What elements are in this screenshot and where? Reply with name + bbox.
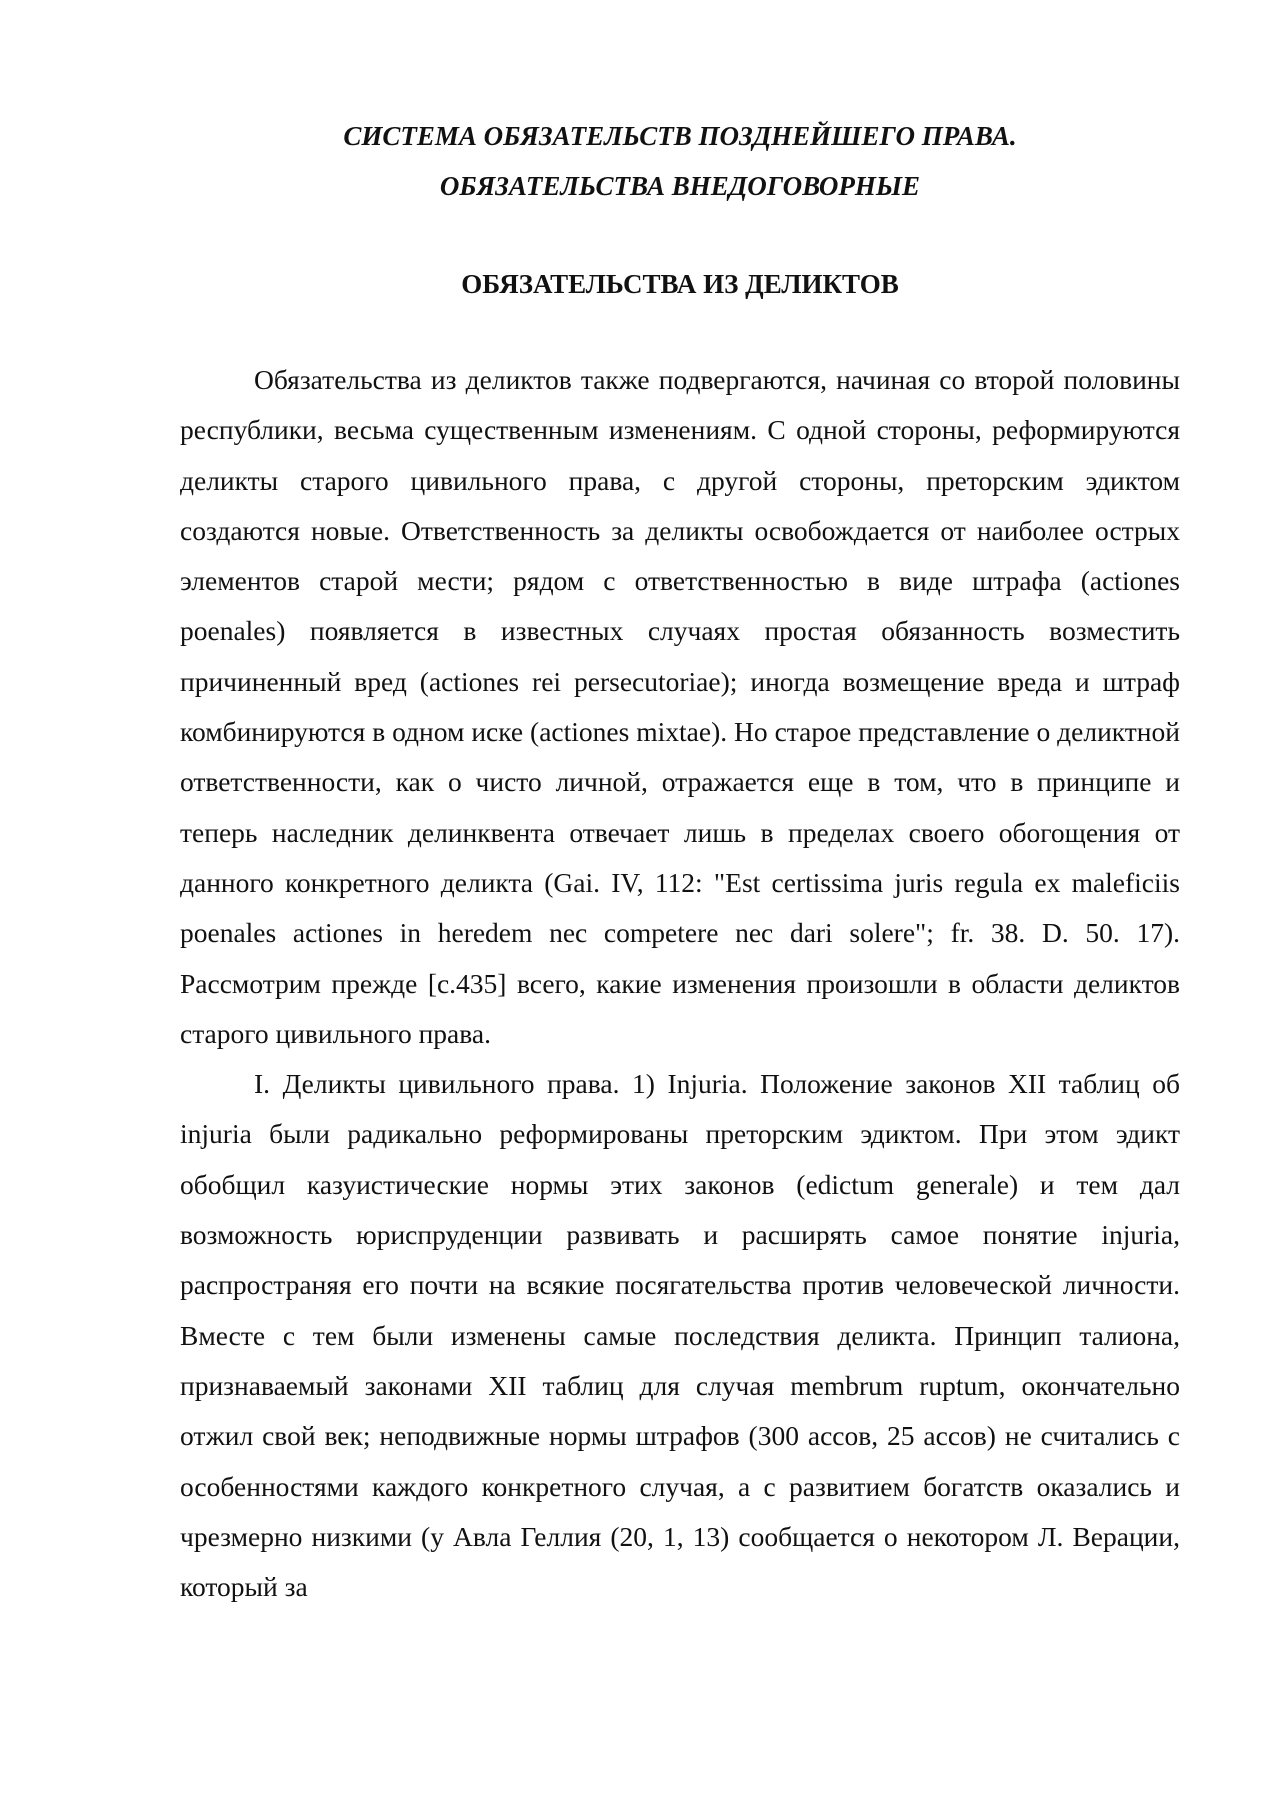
paragraph-2: I. Деликты цивильного права. 1) Injuria. Положение законов XII таблиц об injuria были радикально реформированы преторским эдиктом. При этом эдикт обобщил казуистические нормы этих законов (edictum generale) и тем дал возможность юриспруденции развивать и расширять самое понятие injuria, распространяя его почти на всякие посягательства против человеческой личности. Вместе с тем были изменены самые последствия деликта. Принцип талиона, признаваемый законами XII таблиц для случая membrum ruptum, окончательно отжил свой век; неподвижные нормы штрафов (300 ассов, 25 ассов) не считались с особенностями каждого конкретного случая, а с развитием богатств оказались и чрезмерно низкими (у Авла Геллия (20, 1, 13) сообщается о некотором Л. Верации, который за (180, 1068, 1180, 1603)
document-title-line-1: СИСТЕМА ОБЯЗАТЕЛЬСТВ ПОЗДНЕЙШЕГО ПРАВА. (343, 121, 1017, 151)
section-title: ОБЯЗАТЕЛЬСТВА ИЗ ДЕЛИКТОВ (461, 269, 899, 299)
document-body (180, 355, 1180, 1612)
document-title-line-2: ОБЯЗАТЕЛЬСТВА ВНЕДОГОВОРНЫЕ (439, 171, 921, 201)
paragraph-1: Обязательства из деликтов также подвергаются, начиная со второй половины республики, весьма существенным изменениям. С одной стороны, реформируются деликты старого цивильного права, с другой стороны, преторским эдиктом создаются новые. Ответственность за деликты освобождается от наиболее острых элементов старой мести; рядом с ответственностью в виде штрафа (actiones poenales) появляется в известных случаях простая обязанность возместить причиненный вред (actiones rei persecutoriae); иногда возмещение вреда и штраф комбинируются в одном иске (actiones mixtae). Но старое представление о деликтной ответственности, как о чисто личной, отражается еще в том, что в принципе и теперь наследник делинквента отвечает лишь в пределах своего обогощения от данного конкретного деликта (Gai. IV, 112: "Est certissima juris regula ex maleficiis poenales actiones in heredem nec competere nec dari solere"; fr. 38. D. 50. 17). Рассмотрим прежде [с.435] всего, какие изменения произошли в области деликтов старого цивильного права. (180, 364, 1180, 1049)
